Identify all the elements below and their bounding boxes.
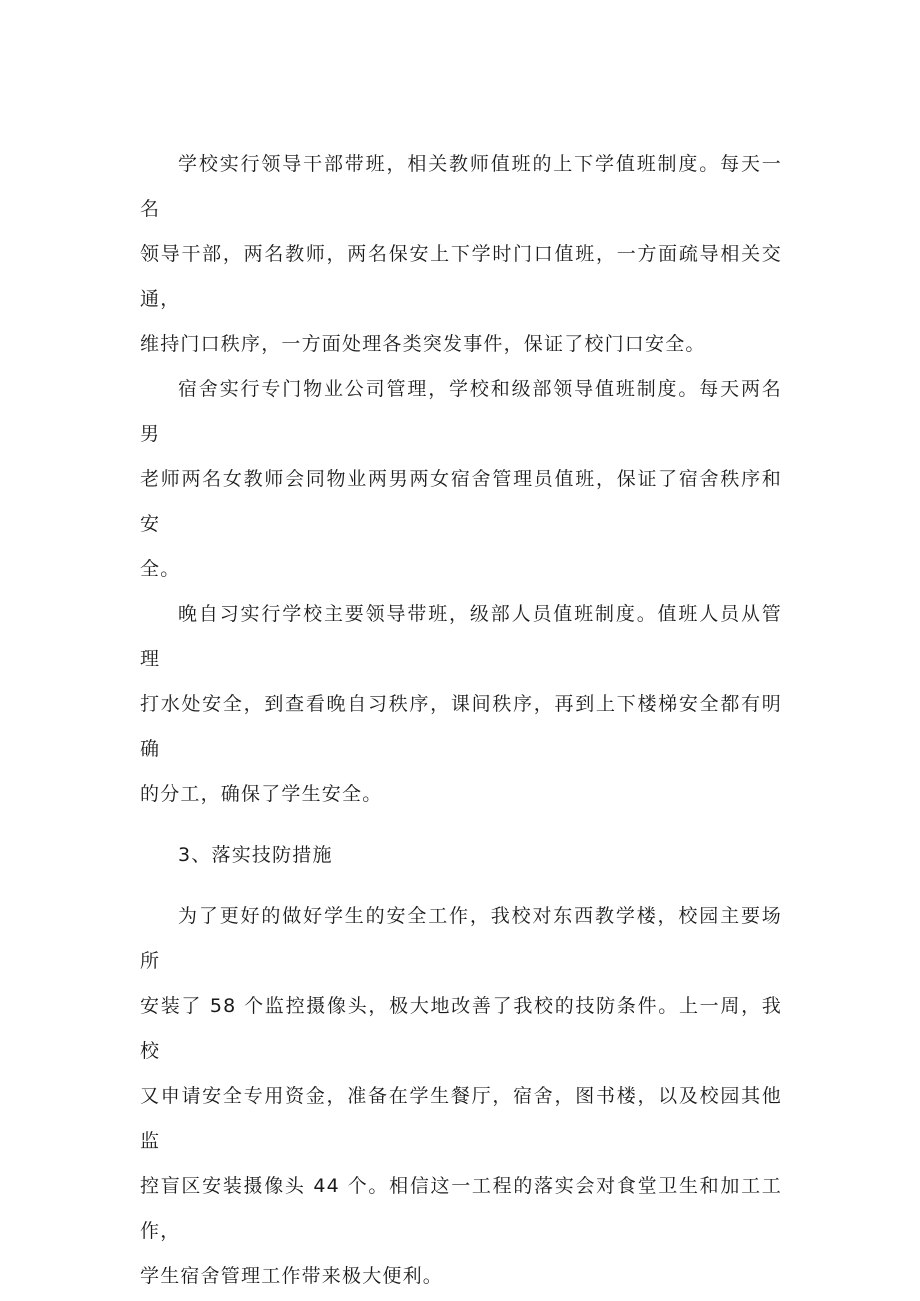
- text-line: 学校实行领导干部带班，相关教师值班的上下学值班制度。每天一名: [140, 153, 782, 220]
- section-heading-wrapper: [140, 833, 782, 878]
- paragraph-dorm-duty: [140, 367, 782, 592]
- text-line: 打水处安全，到查看晚自习秩序，课间秩序，再到上下楼梯安全都有明确: [140, 693, 782, 760]
- paragraph-evening-study-duty: [140, 592, 782, 817]
- text-line: 宿舍实行专门物业公司管理，学校和级部领导值班制度。每天两名男: [140, 378, 782, 445]
- text-line: 的分工，确保了学生安全。: [140, 783, 383, 805]
- text-line: 学生宿舍管理工作带来极大便利。: [140, 1265, 444, 1287]
- document-body: [140, 142, 782, 1299]
- paragraph-gate-duty: [140, 142, 782, 367]
- text-line: 为了更好的做好学生的安全工作，我校对东西教学楼，校园主要场所: [140, 905, 782, 972]
- text-line: 领导干部，两名教师，两名保安上下学时门口值班，一方面疏导相关交通，: [140, 243, 782, 310]
- section-heading: 3、落实技防措施: [178, 844, 333, 866]
- text-line: 控盲区安装摄像头 44 个。相信这一工程的落实会对食堂卫生和加工工作，: [140, 1175, 782, 1242]
- text-line: 又申请安全专用资金，准备在学生餐厅，宿舍，图书楼，以及校园其他监: [140, 1085, 782, 1152]
- text-line: 全。: [140, 558, 181, 580]
- text-line: 晚自习实行学校主要领导带班，级部人员值班制度。值班人员从管理: [140, 603, 782, 670]
- text-line: 安装了 58 个监控摄像头，极大地改善了我校的技防条件。上一周，我校: [140, 995, 782, 1062]
- text-line: 维持门口秩序，一方面处理各类突发事件，保证了校门口安全。: [140, 333, 706, 355]
- text-line: 老师两名女教师会同物业两男两女宿舍管理员值班，保证了宿舍秩序和安: [140, 468, 782, 535]
- paragraph-surveillance: [140, 894, 782, 1299]
